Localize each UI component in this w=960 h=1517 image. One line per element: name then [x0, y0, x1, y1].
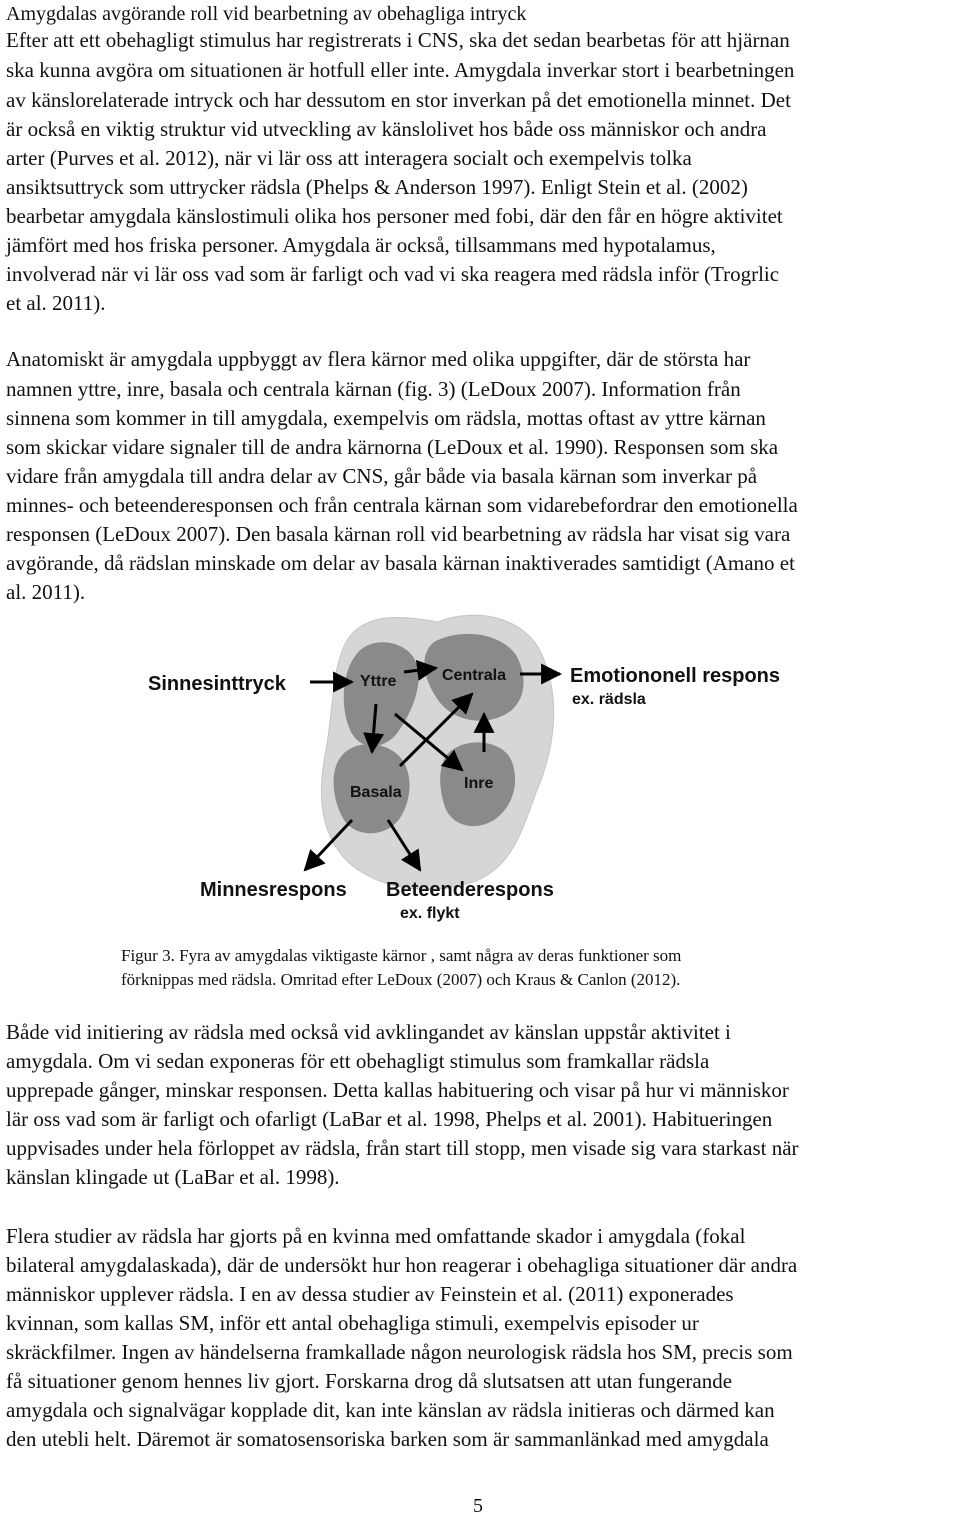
paragraph-line: vidare från amygdala till andra delar av CNS, går både via basala kärnan som inverkar på: [6, 464, 758, 488]
paragraph-line: lär oss vad som är farligt och ofarligt (LaBar et al. 1998, Phelps et al. 2001). Habitueringen: [6, 1107, 773, 1131]
paragraph-line: skräckfilmer. Ingen av händelserna framkallade någon neurologisk rädsla hos SM, precis som: [6, 1340, 793, 1364]
paragraph-line: ska kunna avgöra om situationen är hotfull eller inte. Amygdala inverkar stort i bearbetningen: [6, 58, 795, 82]
paragraph-line: al. 2011).: [6, 580, 86, 604]
paragraph-line: den utebli helt. Däremot är somatosensoriska barken som är sammanlänkad med amygdala: [6, 1427, 769, 1451]
paragraph-line: arter (Purves et al. 2012), när vi lär oss att interagera socialt och exempelvis tolka: [6, 146, 692, 170]
paragraph-line: Både vid initiering av rädsla med också vid avklingandet av känslan uppstår aktivitet i: [6, 1020, 731, 1044]
paragraph-line: jämfört med hos friska personer. Amygdala är också, tillsammans med hypotalamus,: [6, 233, 716, 257]
label-emotional-example: ex. rädsla: [572, 691, 646, 708]
paragraph-line: kvinnan, som kallas SM, inför ett antal obehagliga stimuli, exempelvis episoder ur: [6, 1311, 699, 1335]
figure-caption-line: förknippas med rädsla. Omritad efter LeDoux (2007) och Kraus & Canlon (2012).: [121, 970, 681, 989]
paragraph-line: amygdala och signalvägar kopplade dit, kan inte känslan av rädsla initieras och därmed kan: [6, 1398, 775, 1422]
paragraph-line: är också en viktig struktur vid utveckling av känslolivet hos både oss människor och andra: [6, 117, 767, 141]
label-behavior-example: ex. flykt: [400, 905, 460, 922]
label-basala: Basala: [350, 784, 402, 801]
label-inre: Inre: [464, 775, 494, 792]
paragraph-line: namnen yttre, inre, basala och centrala kärnan (fig. 3) (LeDoux 2007). Information från: [6, 377, 741, 401]
paragraph-line: bearbetar amygdala känslostimuli olika hos personer med fobi, där den får en högre aktivitet: [6, 204, 783, 228]
figure-caption-line: Figur 3. Fyra av amygdalas viktigaste kärnor , samt några av deras funktioner som: [121, 946, 682, 965]
paragraph-line: amygdala. Om vi sedan exponeras för ett obehagligt stimulus som framkallar rädsla: [6, 1049, 710, 1073]
paragraph-line: få situationer genom hennes liv gjort. Forskarna drog då slutsatsen att utan fungerande: [6, 1369, 733, 1393]
paragraph-line: minnes- och beteenderesponsen och från centrala kärnan som vidarebefordrar den emotionella: [6, 493, 798, 517]
paragraph-line: Flera studier av rädsla har gjorts på en kvinna med omfattande skador i amygdala (fokal: [6, 1224, 746, 1248]
label-input: Sinnesinttryck: [148, 673, 286, 695]
label-centrala: Centrala: [442, 667, 507, 684]
paragraph-line: upprepade gånger, minskar responsen. Detta kallas habituering och visar på hur vi människor: [6, 1078, 789, 1102]
label-behavior-response: Beteenderespons: [386, 879, 554, 901]
amygdala-nuclei-figure: [0, 600, 960, 940]
paragraph-line: Efter att ett obehagligt stimulus har registrerats i CNS, ska det sedan bearbetas för att hjärnan: [6, 28, 790, 52]
label-memory-response: Minnesrespons: [200, 879, 347, 901]
label-yttre: Yttre: [360, 673, 397, 690]
paragraph-line: bilateral amygdalaskada), där de undersökt hur hon reagerar i obehagliga situationer där andra: [6, 1253, 798, 1277]
paragraph-line: känslan klingade ut (LaBar et al. 1998).: [6, 1165, 340, 1189]
page-number: 5: [473, 1495, 483, 1517]
paragraph-line: uppvisades under hela förloppet av rädsla, från start till stopp, men visade sig vara starkast när: [6, 1136, 799, 1160]
paragraph-line: sinnena som kommer in till amygdala, exempelvis om rädsla, mottas oftast av yttre kärnan: [6, 406, 766, 430]
paragraph-line: människor upplever rädsla. I en av dessa studier av Feinstein et al. (2011) exponerades: [6, 1282, 734, 1306]
paragraph-line: Anatomiskt är amygdala uppbyggt av flera kärnor med olika uppgifter, där de största har: [6, 347, 751, 371]
paragraph-line: avgörande, då rädslan minskade om delar av basala kärnan inaktiverades samtidigt (Amano et: [6, 551, 795, 575]
paragraph-line: et al. 2011).: [6, 291, 106, 315]
paragraph-line: av känslorelaterade intryck och har dessutom en stor inverkan på det emotionella minnet. Det: [6, 88, 791, 112]
paragraph-line: ansiktsuttryck som uttrycker rädsla (Phelps & Anderson 1997). Enligt Stein et al. (2002): [6, 175, 748, 199]
paragraph-line: involverad när vi lär oss vad som är farligt och vad vi ska reagera med rädsla inför (Trogrlic: [6, 262, 780, 286]
section-title: Amygdalas avgörande roll vid bearbetning av obehagliga intryck: [6, 3, 527, 25]
paragraph-line: som skickar vidare signaler till de andra kärnorna (LeDoux et al. 1990). Responsen som ska: [6, 435, 779, 459]
label-emotional-response: Emotiononell respons: [570, 665, 781, 687]
paragraph-line: responsen (LeDoux 2007). Den basala kärnan roll vid bearbetning av rädsla har visat sig vara: [6, 522, 791, 546]
